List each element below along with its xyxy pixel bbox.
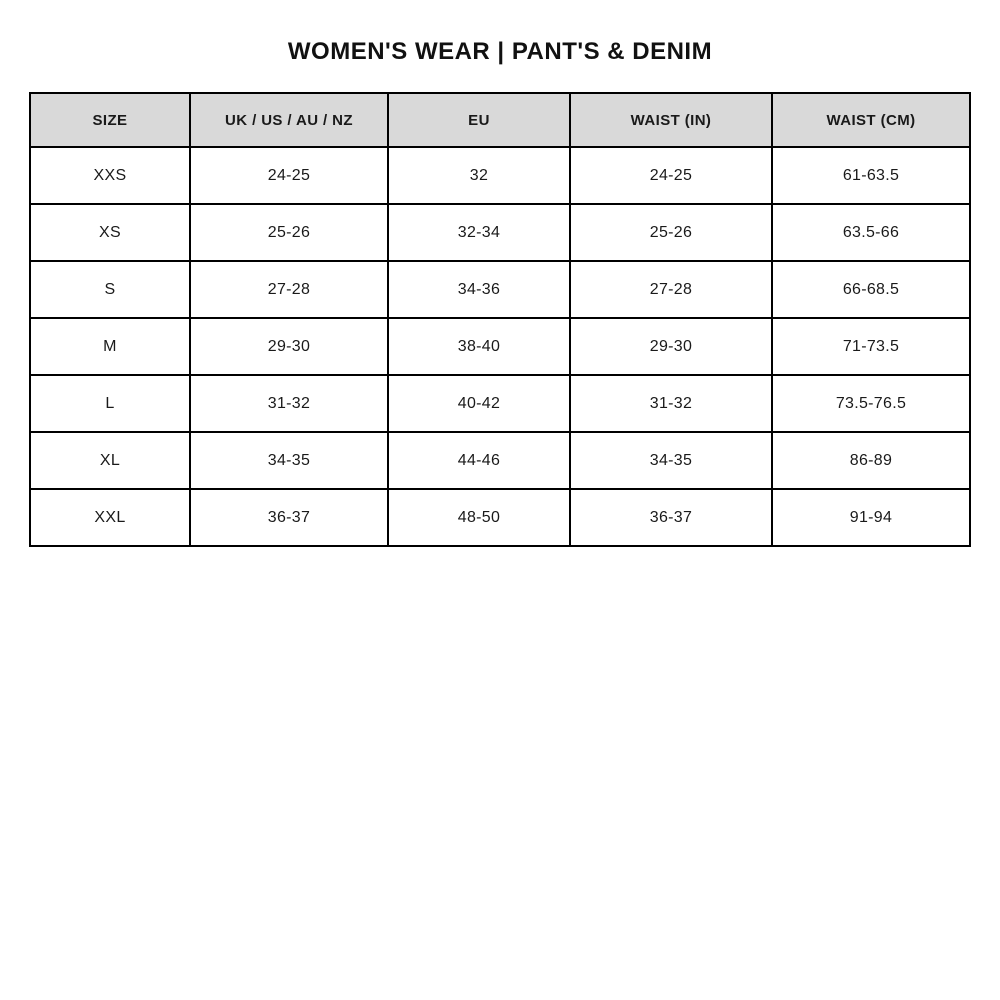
column-header-eu: EU xyxy=(388,93,570,147)
table-row-xxs xyxy=(30,147,970,204)
column-header-waist-cm: WAIST (CM) xyxy=(772,93,970,147)
cell-l-uk-us-au-nz: 31-32 xyxy=(190,375,388,432)
table-header-row xyxy=(30,93,970,147)
cell-xxs-waist-cm: 61-63.5 xyxy=(772,147,970,204)
cell-l-waist-cm: 73.5-76.5 xyxy=(772,375,970,432)
cell-xxs-eu: 32 xyxy=(388,147,570,204)
cell-xxl-waist-cm: 91-94 xyxy=(772,489,970,546)
cell-xl-uk-us-au-nz: 34-35 xyxy=(190,432,388,489)
cell-m-waist-cm: 71-73.5 xyxy=(772,318,970,375)
cell-xl-waist-cm: 86-89 xyxy=(772,432,970,489)
table-row-l xyxy=(30,375,970,432)
cell-m-waist-in: 29-30 xyxy=(570,318,772,375)
cell-s-eu: 34-36 xyxy=(388,261,570,318)
cell-s-waist-cm: 66-68.5 xyxy=(772,261,970,318)
cell-xxl-size: XXL xyxy=(30,489,190,546)
cell-xs-waist-cm: 63.5-66 xyxy=(772,204,970,261)
table-row-xl xyxy=(30,432,970,489)
cell-xxl-waist-in: 36-37 xyxy=(570,489,772,546)
cell-xxl-eu: 48-50 xyxy=(388,489,570,546)
cell-xxs-waist-in: 24-25 xyxy=(570,147,772,204)
cell-xs-waist-in: 25-26 xyxy=(570,204,772,261)
page-title: WOMEN'S WEAR | PANT'S & DENIM xyxy=(287,38,713,65)
table-row-m xyxy=(30,318,970,375)
column-header-size: SIZE xyxy=(30,93,190,147)
column-header-uk-us-au-nz: UK / US / AU / NZ xyxy=(190,93,388,147)
cell-xxl-uk-us-au-nz: 36-37 xyxy=(190,489,388,546)
column-header-waist-in: WAIST (IN) xyxy=(570,93,772,147)
cell-xl-waist-in: 34-35 xyxy=(570,432,772,489)
cell-l-size: L xyxy=(30,375,190,432)
cell-xs-size: XS xyxy=(30,204,190,261)
cell-xxs-uk-us-au-nz: 24-25 xyxy=(190,147,388,204)
table-row-s xyxy=(30,261,970,318)
cell-s-uk-us-au-nz: 27-28 xyxy=(190,261,388,318)
cell-xs-uk-us-au-nz: 25-26 xyxy=(190,204,388,261)
table-row-xxl xyxy=(30,489,970,546)
table-row-xs xyxy=(30,204,970,261)
cell-m-uk-us-au-nz: 29-30 xyxy=(190,318,388,375)
cell-xs-eu: 32-34 xyxy=(388,204,570,261)
cell-m-eu: 38-40 xyxy=(388,318,570,375)
cell-l-eu: 40-42 xyxy=(388,375,570,432)
cell-l-waist-in: 31-32 xyxy=(570,375,772,432)
size-chart-table xyxy=(29,92,971,547)
cell-xl-size: XL xyxy=(30,432,190,489)
cell-xl-eu: 44-46 xyxy=(388,432,570,489)
cell-m-size: M xyxy=(30,318,190,375)
cell-s-waist-in: 27-28 xyxy=(570,261,772,318)
cell-xxs-size: XXS xyxy=(30,147,190,204)
cell-s-size: S xyxy=(30,261,190,318)
